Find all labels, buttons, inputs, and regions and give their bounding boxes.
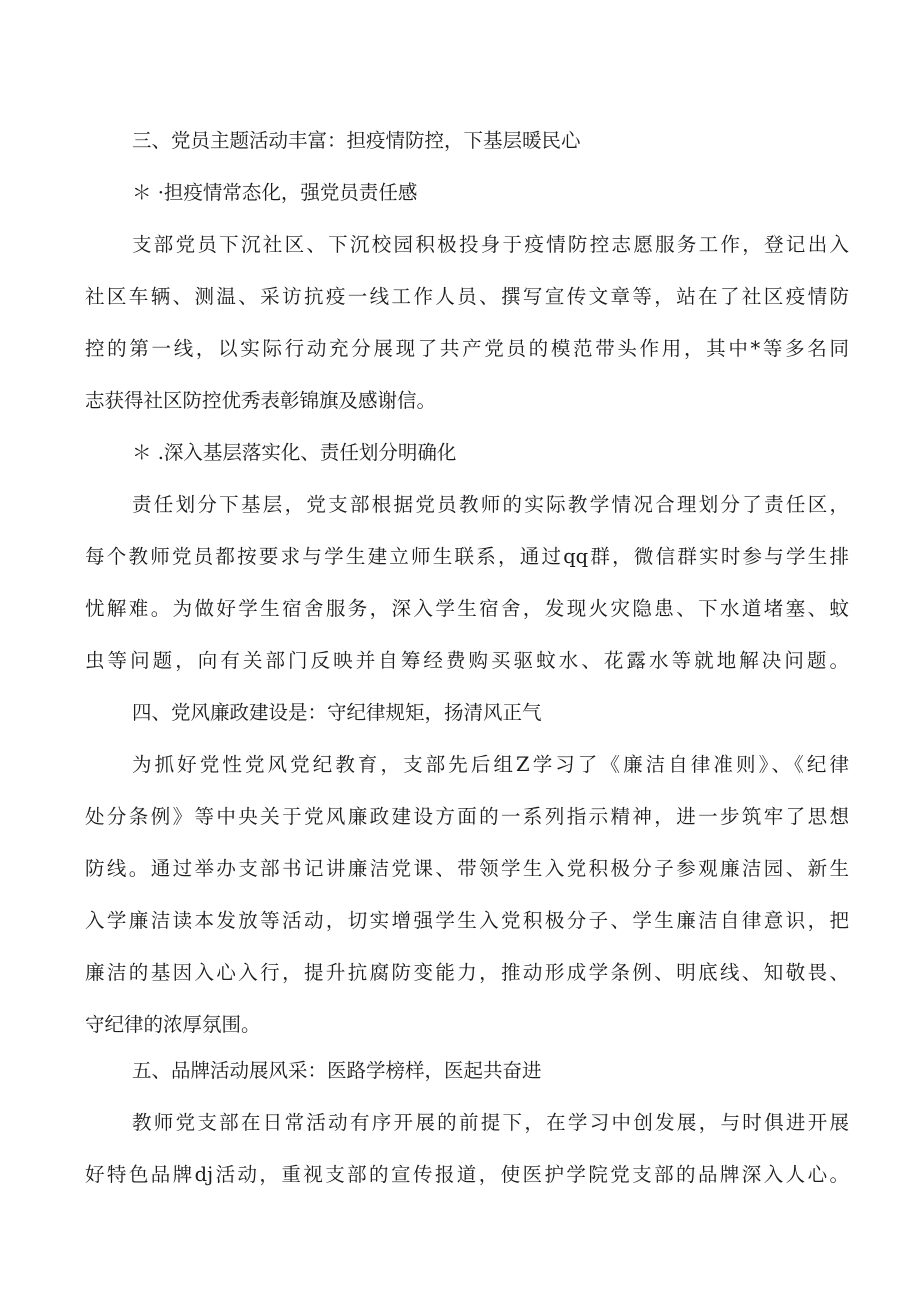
paragraph-line: 支部党员下沉社区、下沉校园积极投身于疫情防控志愿服务工作，登记出入 [132, 233, 849, 256]
section-heading-5: 五、品牌活动展风采：医路学榜样，医起共奋进 [132, 1059, 542, 1082]
paragraph-line: 入学廉洁读本发放等活动，切实增强学生入党积极分子、学生廉洁自律意识，把 [85, 909, 849, 932]
paragraph-line: 廉洁的基因入心入行，提升抗腐防变能力，推动形成学条例、明底线、知敬畏、 [85, 961, 849, 984]
paragraph-line: 虫等问题，向有关部门反映并自筹经费购买驱蚊水、花露水等就地解决问题。 [85, 649, 849, 672]
paragraph-line: 忧解难。为做好学生宿舍服务，深入学生宿舍，发现火灾隐患、下水道堵塞、蚊 [85, 597, 849, 620]
subheading-2: ＊ .深入基层落实化、责任划分明确化 [132, 441, 457, 464]
section-heading-3: 三、党员主题活动丰富：担疫情防控，下基层暖民心 [132, 129, 581, 152]
paragraph-line: 守纪律的浓厚氛围。 [85, 1013, 261, 1036]
paragraph-line: 社区车辆、测温、采访抗疫一线工作人员、撰写宣传文章等，站在了社区疫情防 [85, 285, 849, 308]
paragraph-line: 防线。通过举办支部书记讲廉洁党课、带领学生入党积极分子参观廉洁园、新生 [85, 857, 849, 880]
subheading-1: ＊ ·担疫情常态化，强党员责任感 [132, 181, 418, 204]
paragraph-line: 每个教师党员都按要求与学生建立师生联系，通过qq群，微信群实时参与学生排 [85, 545, 849, 568]
paragraph-line: 为抓好党性党风党纪教育，支部先后组Z学习了《廉洁自律准则》、《纪律 [132, 753, 849, 776]
paragraph-line: 志获得社区防控优秀表彰锦旗及感谢信。 [85, 389, 437, 412]
paragraph-line: 教师党支部在日常活动有序开展的前提下，在学习中创发展，与时俱进开展 [132, 1111, 849, 1134]
paragraph-line: 控的第一线，以实际行动充分展现了共产党员的模范带头作用，其中*等多名同 [85, 337, 849, 360]
paragraph-line: 处分条例》等中央关于党风廉政建设方面的一系列指示精神，进一步筑牢了思想 [85, 805, 849, 828]
paragraph-line: 责任划分下基层，党支部根据党员教师的实际教学情况合理划分了责任区， [132, 493, 849, 516]
paragraph-line: 好特色品牌dj活动，重视支部的宣传报道，使医护学院党支部的品牌深入人心。 [85, 1163, 849, 1186]
section-heading-4: 四、党风廉政建设是：守纪律规矩，扬清风正气 [132, 701, 542, 724]
